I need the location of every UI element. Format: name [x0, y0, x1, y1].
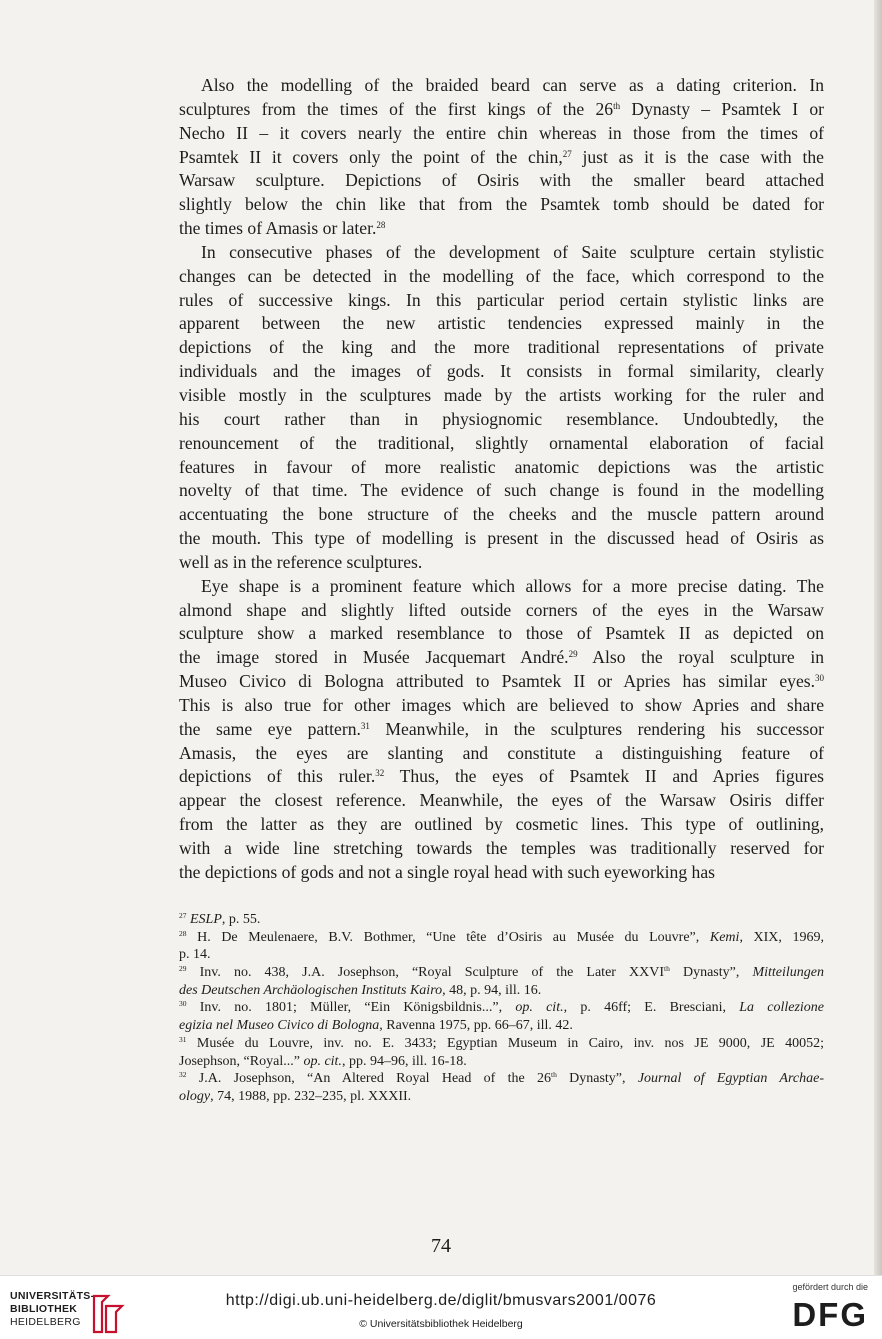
text-line: slightly below the chin like that from the Psamtek tomb should be dated for — [179, 194, 824, 215]
footnote-32: $^{32}$ J.A. Josephson, “An Altered Royal Head of the 26th Dynasty”, Journal of Egyptian Archae- — [179, 1070, 824, 1087]
dfg-funding-label: gefördert durch die — [792, 1282, 868, 1292]
text-line: the mouth. This type of modelling is present in the discussed head of Osiris as — [179, 528, 824, 549]
footnote-30: $^{30}$ Inv. no. 1801; Müller, “Ein Königsbildnis...”, op. cit., p. 46ff; E. Bresciani, La collezione — [179, 999, 825, 1016]
text-line: Warsaw sculpture. Depictions of Osiris with the smaller beard attached — [179, 170, 824, 191]
logo-line-1: UNIVERSITÄTS- — [10, 1290, 95, 1302]
footnote-32-cont: ology, 74, 1988, pp. 232–235, pl. XXXII. — [179, 1088, 412, 1104]
footnote-27: $^{27}$ ESLP, p. 55. — [179, 911, 261, 927]
text-line: visible mostly in the sculptures made by the artists working for the ruler and — [179, 384, 824, 405]
copyright-notice: © Universitätsbibliothek Heidelberg — [359, 1318, 523, 1330]
source-url-link[interactable]: http://digi.ub.uni-heidelberg.de/diglit/bmusvars2001/0076 — [225, 1292, 657, 1309]
text-line: depictions of this ruler.$^{32}$ Thus, the eyes of Psamtek II and Apries figures — [179, 766, 824, 787]
text-line: Eye shape is a prominent feature which allows for a more precise dating. The — [201, 575, 824, 596]
footnote-ref: 28 — [376, 220, 386, 231]
text-line: the depictions of gods and not a single royal head with such eyeworking has — [179, 861, 715, 882]
dfg-logo[interactable] — [768, 1282, 868, 1336]
text-line: his court rather than in physiognomic resemblance. Undoubtedly, the — [179, 408, 824, 429]
text-line: the times of Amasis or later.$^{28}$ — [179, 218, 386, 239]
digitization-footer — [0, 1275, 882, 1339]
text-line: Amasis, the eyes are slanting and constitute a distinguishing feature of — [179, 742, 824, 763]
text-line: with a wide line stretching towards the temples was traditionally reserved for — [179, 838, 824, 858]
text-line: appear the closest reference. Meanwhile, the eyes of the Warsaw Osiris differ — [179, 790, 824, 811]
text-line: Psamtek II it covers only the point of the chin,$^{27}$ just as it is the case with the — [179, 146, 824, 167]
text-line: accentuating the bone structure of the cheeks and the muscle pattern around — [179, 504, 824, 525]
footnote-31-cont: Josephson, “Royal...” op. cit., pp. 94–96, ill. 16-18. — [179, 1053, 467, 1069]
footnote-29: $^{29}$ Inv. no. 438, J.A. Josephson, “Royal Sculpture of the Later XXVIth Dynasty”, Mitteilungen — [179, 964, 824, 981]
logo-line-3: HEIDELBERG — [10, 1316, 81, 1328]
footnote-ref: 29 — [568, 649, 578, 660]
text-line: renouncement of the traditional, slightly ornamental elaboration of facial — [179, 432, 824, 453]
footnote-ref: 30 — [815, 673, 824, 684]
body-text — [179, 74, 824, 885]
text-line: from the latter as they are outlined by cosmetic lines. This type of outlining, — [179, 814, 824, 835]
footnote-ref: 32 — [375, 768, 385, 779]
logo-line-2: BIBLIOTHEK — [10, 1303, 78, 1315]
footnote-ref: 27 — [562, 148, 572, 159]
text-line: rules of successive kings. In this particular period certain stylistic links are — [179, 289, 824, 310]
text-line: sculptures from the times of the first kings of the 26th Dynasty – Psamtek I or — [179, 98, 824, 119]
paragraph-eye-shape — [179, 575, 824, 885]
text-line: apparent between the new artistic tendencies expressed mainly in the — [179, 313, 824, 334]
text-line: novelty of that time. The evidence of such change is found in the modelling — [179, 480, 824, 501]
text-line: the same eye pattern.$^{31}$ Meanwhile, in the sculptures rendering his successor — [179, 718, 824, 739]
text-line: almond shape and slightly lifted outside corners of the eyes in the Warsaw — [179, 599, 824, 620]
footnote-ref: 31 — [360, 720, 370, 731]
text-line: sculpture show a marked resemblance to those of Psamtek II as depicted on — [179, 623, 824, 644]
text-line: In consecutive phases of the development of Saite sculpture certain stylistic — [201, 241, 824, 262]
page-edge — [874, 0, 882, 1275]
paragraph-stylistic-changes — [179, 241, 824, 575]
page-number: 74 — [431, 1235, 451, 1257]
footnote-29-cont: des Deutschen Archäologischen Instituts Kairo, 48, p. 94, ill. 16. — [179, 982, 542, 998]
footnotes — [179, 911, 824, 1106]
text-line: features in favour of more realistic anatomic depictions was the artistic — [179, 456, 824, 477]
text-line: changes can be detected in the modelling of the face, which correspond to the — [179, 265, 824, 286]
text-line: Also the modelling of the braided beard can serve as a dating criterion. In — [201, 75, 824, 95]
paragraph-beard — [179, 74, 824, 241]
text-line: well as in the reference sculptures. — [179, 551, 423, 572]
footnote-28: $^{28}$ H. De Meulenaere, B.V. Bothmer, “Une tête d’Osiris au Musée du Louvre”, Kemi, XIX, 1969, — [179, 928, 825, 945]
text-line: Museo Civico di Bologna attributed to Psamtek II or Apries has similar eyes.$^{30}$ — [179, 671, 824, 692]
dfg-wordmark: DFG — [792, 1296, 868, 1333]
text-line: individuals and the images of gods. It consists in formal similarity, clearly — [179, 361, 824, 382]
text-line: Necho II – it covers nearly the entire chin whereas in those from the times of — [179, 122, 824, 143]
text-line: depictions of the king and the more traditional representations of private — [179, 337, 824, 358]
footnote-ref: th — [613, 100, 621, 111]
footnote-30-cont: egizia nel Museo Civico di Bologna, Ravenna 1975, pp. 66–67, ill. 42. — [179, 1018, 573, 1034]
footnote-28-cont: p. 14. — [179, 947, 211, 963]
text-line: This is also true for other images which are believed to show Apries and share — [179, 694, 824, 715]
footnote-31: $^{31}$ Musée du Louvre, inv. no. E. 3433; Egyptian Museum in Cairo, inv. nos JE 9000, JE 40052; — [179, 1034, 825, 1051]
text-line: the image stored in Musée Jacquemart André.$^{29}$ Also the royal sculpture in — [179, 647, 824, 668]
